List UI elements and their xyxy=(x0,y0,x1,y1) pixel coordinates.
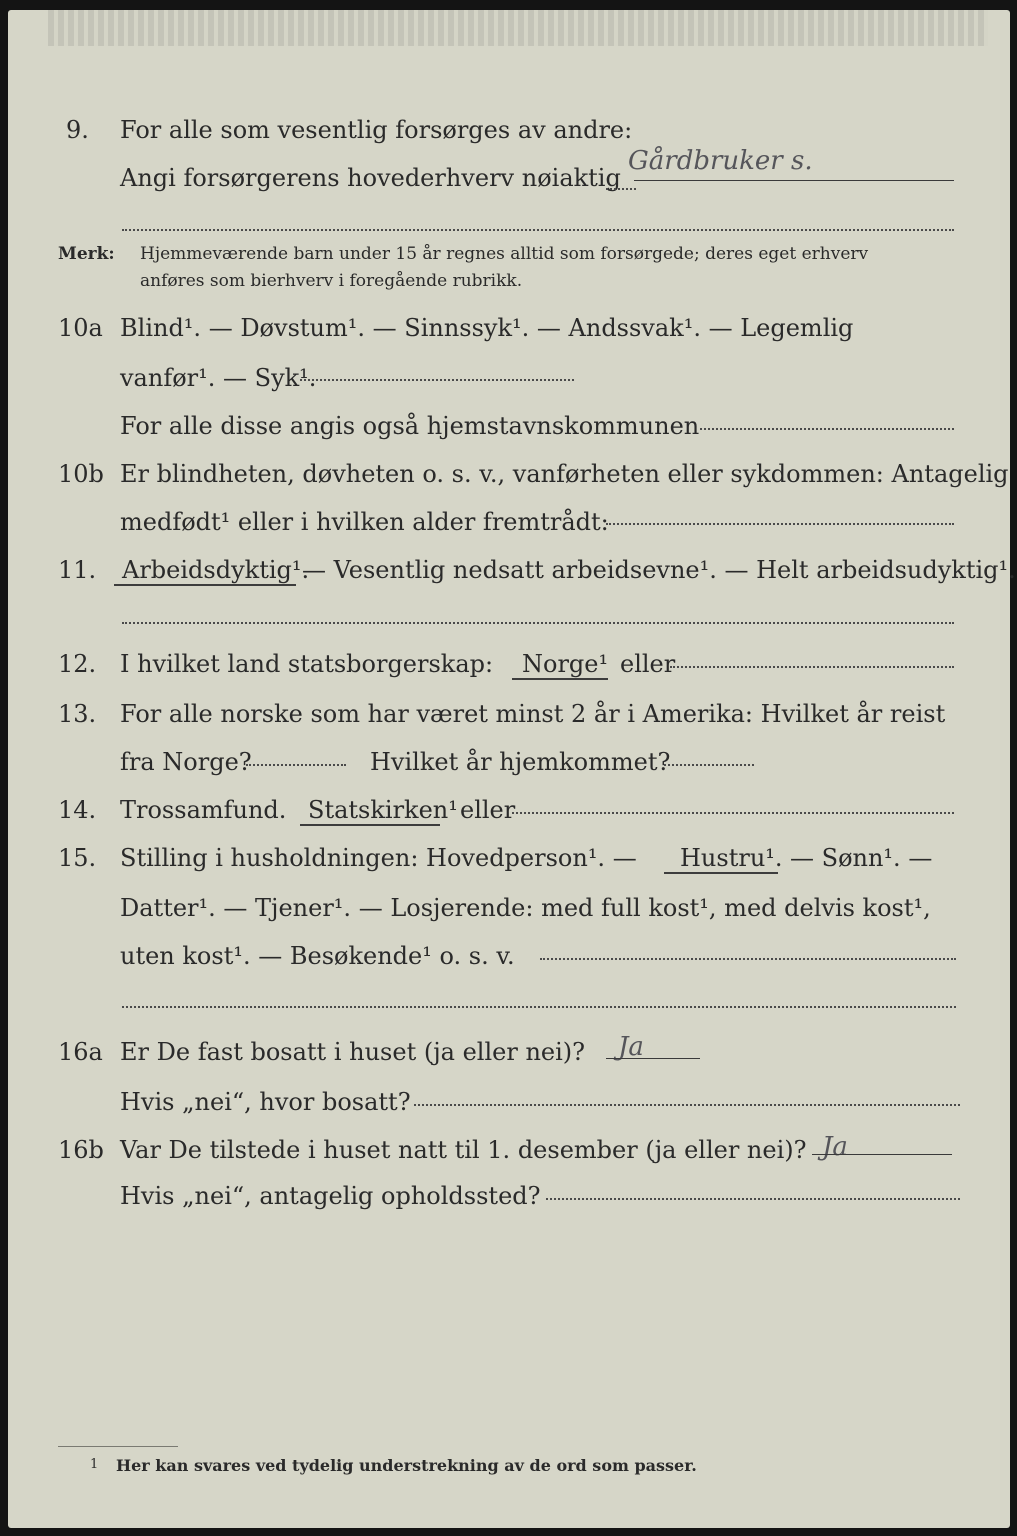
q13-hjemkommet-blank xyxy=(664,764,754,766)
q16b-number: 16b xyxy=(58,1136,104,1164)
merk-line1: Hjemmeværende barn under 15 år regnes alltid som forsørgede; deres eget erhverv xyxy=(140,244,869,264)
merk-label: Merk: xyxy=(58,244,115,264)
merk-line2: anføres som bierhverv i foregående rubrikk. xyxy=(140,271,523,291)
q16b-line1: Var De tilstede i huset natt til 1. desember (ja eller nei)? xyxy=(120,1136,807,1164)
q16b-blank xyxy=(546,1198,960,1200)
q16b-handwritten-answer: Ja xyxy=(822,1132,848,1162)
q14-blank xyxy=(512,812,954,814)
q11-rest: — Vesentlig nedsatt arbeidsevne¹. — Helt arbeidsudyktig¹. xyxy=(302,556,1016,584)
q9-number: 9. xyxy=(66,116,89,144)
q16a-handwritten-answer: Ja xyxy=(618,1032,644,1062)
q13-number: 13. xyxy=(58,700,97,728)
q15-number: 15. xyxy=(58,844,97,872)
q16a-answer-line xyxy=(606,1058,700,1059)
footnote-marker: 1 xyxy=(90,1457,99,1472)
q13-reist-blank xyxy=(246,764,346,766)
q12-underline xyxy=(512,678,608,680)
q9-extra-line xyxy=(122,229,954,231)
footnote-rule xyxy=(58,1446,178,1447)
q16b-line2: Hvis „nei“, antagelig opholdssted? xyxy=(120,1182,541,1210)
q10b-line2: medfødt¹ eller i hvilken alder fremtrådt: xyxy=(120,508,609,536)
q12-eller: eller xyxy=(620,650,676,678)
q15-line1-a: Stilling i husholdningen: Hovedperson¹. — xyxy=(120,844,637,872)
q16b-answer-line xyxy=(812,1154,952,1155)
q12-text: I hvilket land statsborgerskap: xyxy=(120,650,494,678)
q10a-line2-blank xyxy=(300,379,574,381)
q14-number: 14. xyxy=(58,796,97,824)
q15-underline xyxy=(664,872,778,874)
q12-blank xyxy=(670,666,954,668)
q9-answer-line xyxy=(634,180,954,181)
q9-line2-label: Angi forsørgerens hovederhverv nøiaktig xyxy=(120,164,621,192)
q9-line1: For alle som vesentlig forsørges av andre: xyxy=(120,116,633,144)
q16a-line1: Er De fast bosatt i huset (ja eller nei)? xyxy=(120,1038,586,1066)
q11-underline xyxy=(114,584,296,586)
q15-hustru: Hustru¹. xyxy=(680,844,783,872)
q10a-line2: vanfør¹. — Syk¹. xyxy=(120,364,317,392)
q13-line2-a: fra Norge? xyxy=(120,748,252,776)
q16a-line2: Hvis „nei“, hvor bosatt? xyxy=(120,1088,411,1116)
q10a-line3-blank xyxy=(700,428,954,430)
q14-eller: eller xyxy=(460,796,516,824)
q15-line2: Datter¹. — Tjener¹. — Losjerende: med full kost¹, med delvis kost¹, xyxy=(120,894,931,922)
q14-trossamfund: Trossamfund. xyxy=(120,796,287,824)
edge-marks xyxy=(48,10,988,46)
q9-handwritten-answer: Gårdbruker s. xyxy=(628,146,813,176)
q15-line1-c: — Sønn¹. — xyxy=(790,844,933,872)
footnote-text: Her kan svares ved tydelig understrekning av de ord som passer. xyxy=(116,1456,697,1475)
q12-norge: Norge¹ xyxy=(522,650,609,678)
q14-underline xyxy=(300,824,440,826)
q15-line3: uten kost¹. — Besøkende¹ o. s. v. xyxy=(120,942,515,970)
q9-leader xyxy=(606,188,636,190)
q11-extra-line xyxy=(122,622,954,624)
q10b-line2-blank xyxy=(606,523,954,525)
q16a-number: 16a xyxy=(58,1038,103,1066)
q10b-number: 10b xyxy=(58,460,104,488)
q15-blank xyxy=(540,958,956,960)
q14-statskirken: Statskirken¹ xyxy=(308,796,458,824)
q10a-line1: Blind¹. — Døvstum¹. — Sinnssyk¹. — Andssvak¹. — Legemlig xyxy=(120,314,854,342)
q10b-line1: Er blindheten, døvheten o. s. v., vanførheten eller sykdommen: Antagelig xyxy=(120,460,1009,488)
q13-line1: For alle norske som har været minst 2 år i Amerika: Hvilket år reist xyxy=(120,700,946,728)
q12-number: 12. xyxy=(58,650,97,678)
q11-arbeidsdyktig: Arbeidsdyktig¹. xyxy=(122,556,310,584)
q11-number: 11. xyxy=(58,556,97,584)
q10a-number: 10a xyxy=(58,314,103,342)
q16a-blank xyxy=(414,1104,960,1106)
q10a-line3: For alle disse angis også hjemstavnskommunen xyxy=(120,412,700,440)
q13-line2-b: Hvilket år hjemkommet? xyxy=(370,748,671,776)
q15-extra-line xyxy=(122,1006,956,1008)
